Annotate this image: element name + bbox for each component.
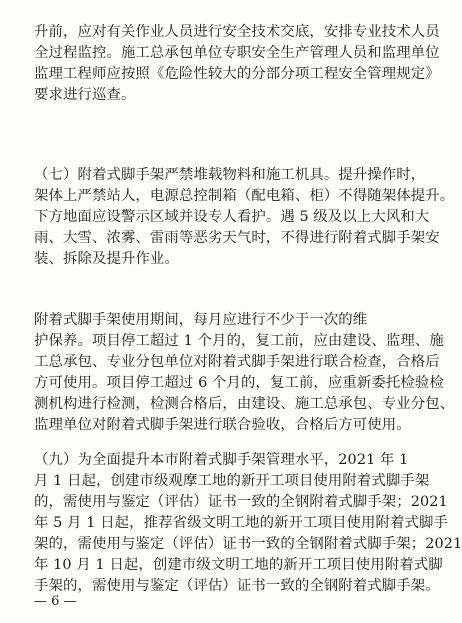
text-line: 架体上严禁站人，电源总控制箱（配电箱、柜）不得随架体提升。	[34, 188, 455, 204]
paragraph-continuation	[34, 22, 440, 106]
text-line: 下方地面应设警示区域并设专人看护。遇 5 级及以上大风和大	[34, 209, 430, 225]
text-line: 工总承包、专业分包单位对附着式脚手架进行联合检查，合格后	[34, 354, 440, 370]
text-line: （七）附着式脚手架严禁堆载物料和施工机具。提升操作时，	[34, 167, 426, 183]
page-number: — 6 —	[34, 594, 77, 609]
text-line: 雨、大雪、浓雾、雷雨等恶劣天气时，不得进行附着式脚手架安	[34, 230, 440, 246]
paragraph-section-9	[34, 450, 462, 597]
text-line: 月 1 日起，创建市级观摩工地的新开工项目使用附着式脚手架	[34, 473, 430, 489]
text-line: 附着式脚手架使用期间，每月应进行不少于一次的维	[34, 312, 368, 328]
text-line: 测机构进行检测，检测合格后，由建设、施工总承包、专业分包、	[34, 396, 455, 412]
paragraph-section-8	[34, 310, 455, 436]
text-line: 升前，应对有关作业人员进行安全技术交底，安排专业技术人员	[34, 24, 440, 40]
text-line: 装、拆除及提升作业。	[34, 251, 179, 267]
text-line: 监理单位对附着式脚手架进行联合验收，合格后方可使用。	[34, 417, 411, 433]
text-line: 方可使用。项目停工超过 6 个月的，复工前，应重新委托检验检	[34, 375, 444, 391]
text-line: 监理工程师应按照《危险性较大的分部分项工程安全管理规定》	[34, 66, 440, 82]
text-line: 年 5 月 1 日起，推荐省级文明工地的新开工项目使用附着式脚手	[34, 515, 448, 531]
text-line: 护保养。项目停工超过 1 个月的，复工前，应由建设、监理、施	[34, 333, 444, 349]
text-line: 手架的，需使用与鉴定（评估）证书一致的全钢附着式脚手架。	[34, 578, 440, 594]
text-line: 年 10 月 1 日起，创建市级文明工地的新开工项目使用附着式脚	[34, 557, 443, 573]
text-line: （九）为全面提升本市附着式脚手架管理水平，2021 年 1	[34, 452, 409, 468]
paragraph-section-7	[34, 165, 455, 270]
text-line: 的，需使用与鉴定（评估）证书一致的全钢附着式脚手架；2021	[34, 494, 448, 510]
text-line: 要求进行巡查。	[34, 87, 136, 103]
text-line: 架的，需使用与鉴定（评估）证书一致的全钢附着式脚手架；2021	[34, 536, 462, 552]
text-line: 全过程监控。施工总承包单位专职安全生产管理人员和监理单位	[34, 45, 440, 61]
